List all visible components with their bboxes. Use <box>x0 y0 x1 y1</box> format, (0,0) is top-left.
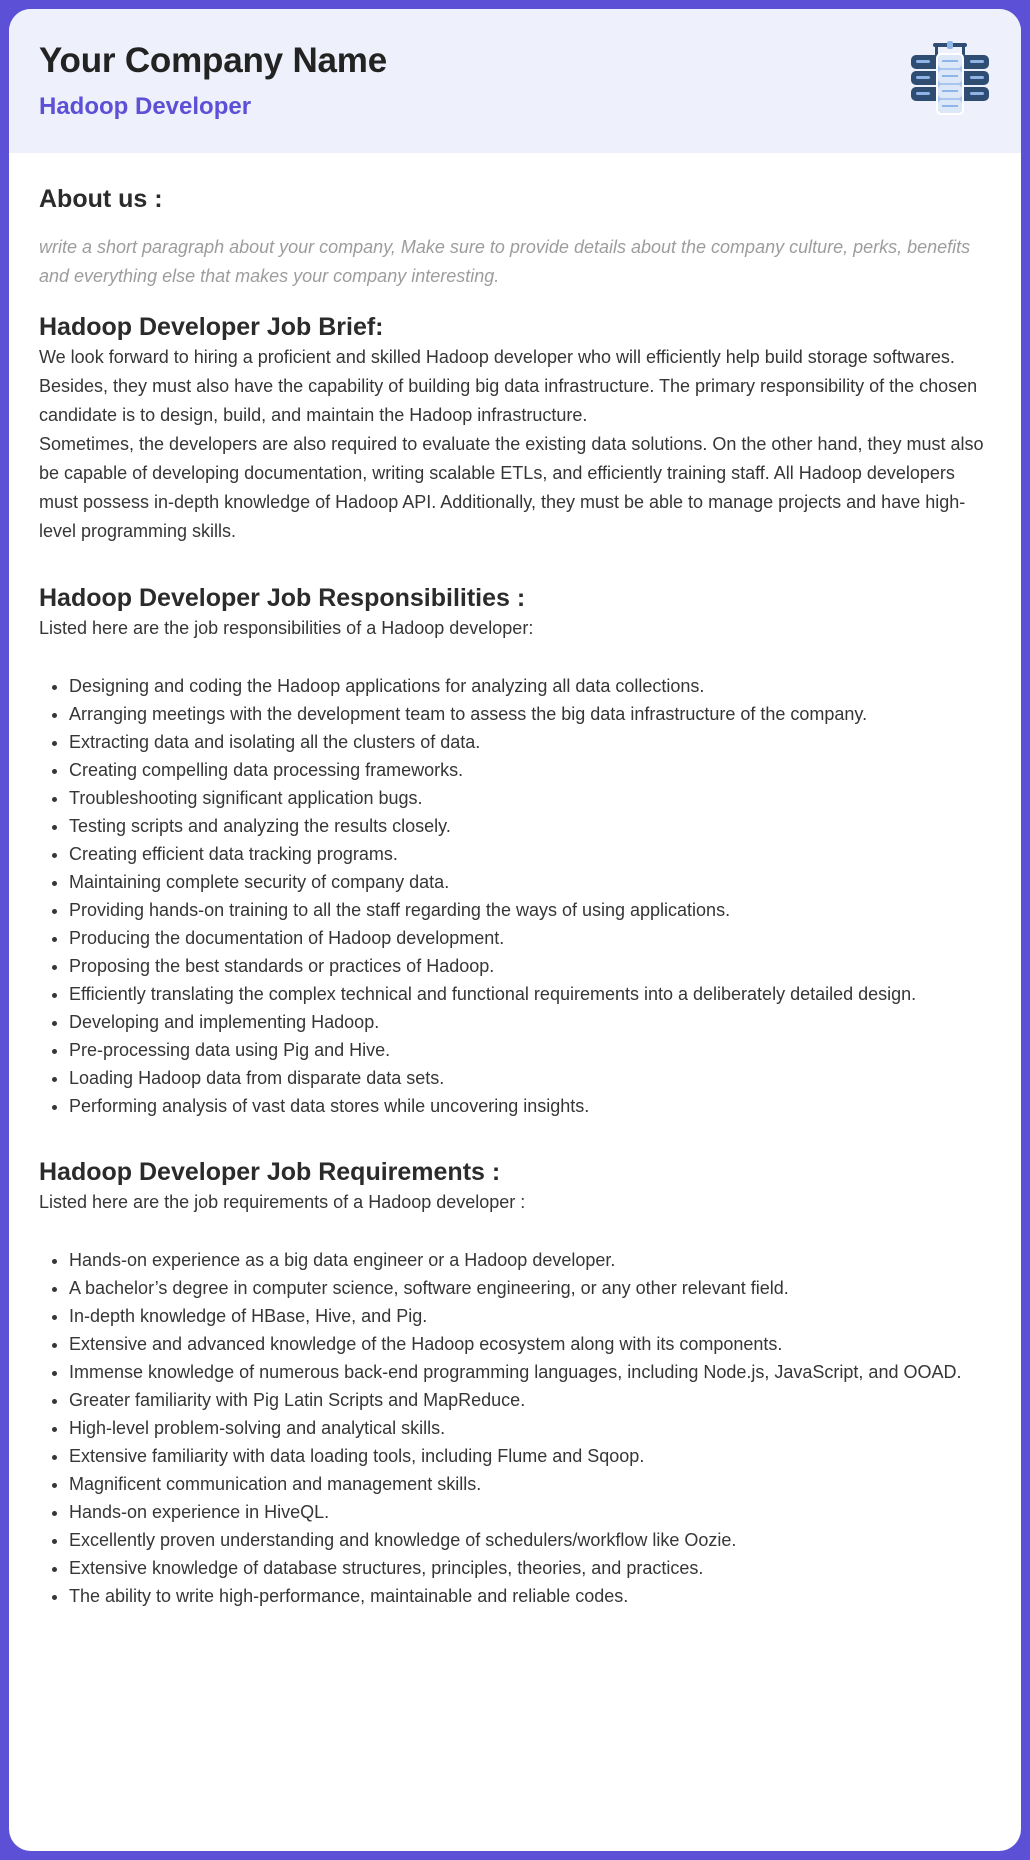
list-item: • High-level problem-solving and analytical skills. <box>69 1414 991 1442</box>
list-item: • Performing analysis of vast data stores while uncovering insights. <box>69 1092 991 1120</box>
list-item: • In-depth knowledge of HBase, Hive, and Pig. <box>69 1302 991 1330</box>
responsibilities-heading: Hadoop Developer Job Responsibilities : <box>39 584 526 612</box>
requirements-heading: Hadoop Developer Job Requirements : <box>39 1158 501 1186</box>
requirements-intro: Listed here are the job requirements of a Hadoop developer : <box>39 1192 526 1212</box>
list-item: • Pre-processing data using Pig and Hive. <box>69 1036 991 1064</box>
list-item: • Providing hands-on training to all the staff regarding the ways of using applications. <box>69 896 991 924</box>
job-brief-paragraph: We look forward to hiring a proficient and skilled Hadoop developer who will efficiently help build storage softwares. Besides, they must also have the capability of building big data infrastructure. The primary responsibility of the chosen candidate is to design, build, and maintain the Hadoop infrastructure. <box>39 347 978 425</box>
list-item: • Testing scripts and analyzing the results closely. <box>69 812 991 840</box>
list-item: • Hands-on experience as a big data engineer or a Hadoop developer. <box>69 1246 991 1274</box>
list-item: • Magnificent communication and management skills. <box>69 1470 991 1498</box>
list-item: • Immense knowledge of numerous back-end programming languages, including Node.js, JavaScript, and OOAD. <box>69 1358 991 1386</box>
list-item: • Loading Hadoop data from disparate data sets. <box>69 1064 991 1092</box>
job-title: Hadoop Developer <box>39 93 252 120</box>
list-item: • Efficiently translating the complex technical and functional requirements into a deliberately detailed design. <box>69 980 991 1008</box>
list-item: • A bachelor’s degree in computer science, software engineering, or any other relevant field. <box>69 1274 991 1302</box>
list-item: • Creating compelling data processing frameworks. <box>69 756 991 784</box>
list-item: • Creating efficient data tracking programs. <box>69 840 991 868</box>
job-description-card <box>9 9 1021 1851</box>
header <box>9 9 1021 153</box>
list-item: • Extensive and advanced knowledge of the Hadoop ecosystem along with its components. <box>69 1330 991 1358</box>
content <box>9 183 1021 1610</box>
job-brief-paragraph: Sometimes, the developers are also required to evaluate the existing data solutions. On the other hand, they must also be capable of developing documentation, writing scalable ETLs, and efficiently training staff. All Hadoop developers must possess in-depth knowledge of Hadoop API. Additionally, they must be able to manage projects and have high-level programming skills. <box>39 434 984 541</box>
about-heading: About us : <box>39 185 163 213</box>
company-name: Your Company Name <box>39 41 387 80</box>
list-item: • Producing the documentation of Hadoop development. <box>69 924 991 952</box>
database-servers-icon <box>909 41 991 121</box>
job-brief-heading: Hadoop Developer Job Brief: <box>39 313 384 341</box>
list-item: • Troubleshooting significant application bugs. <box>69 784 991 812</box>
list-item: • Excellently proven understanding and knowledge of schedulers/workflow like Oozie. <box>69 1526 991 1554</box>
responsibilities-intro: Listed here are the job responsibilities of a Hadoop developer: <box>39 618 534 638</box>
list-item: • Arranging meetings with the development team to assess the big data infrastructure of the company. <box>69 700 991 728</box>
about-placeholder-text: write a short paragraph about your company, Make sure to provide details about the company culture, perks, benefits and everything else that makes your company interesting. <box>39 237 971 286</box>
list-item: • Greater familiarity with Pig Latin Scripts and MapReduce. <box>69 1386 991 1414</box>
responsibilities-list <box>39 672 991 1120</box>
requirements-list <box>39 1246 991 1610</box>
list-item: • Extracting data and isolating all the clusters of data. <box>69 728 991 756</box>
list-item: • Proposing the best standards or practices of Hadoop. <box>69 952 991 980</box>
list-item: • Extensive familiarity with data loading tools, including Flume and Sqoop. <box>69 1442 991 1470</box>
list-item: • Maintaining complete security of company data. <box>69 868 991 896</box>
list-item: • Extensive knowledge of database structures, principles, theories, and practices. <box>69 1554 991 1582</box>
list-item: • Designing and coding the Hadoop applications for analyzing all data collections. <box>69 672 991 700</box>
list-item: • The ability to write high-performance, maintainable and reliable codes. <box>69 1582 991 1610</box>
list-item: • Developing and implementing Hadoop. <box>69 1008 991 1036</box>
list-item: • Hands-on experience in HiveQL. <box>69 1498 991 1526</box>
